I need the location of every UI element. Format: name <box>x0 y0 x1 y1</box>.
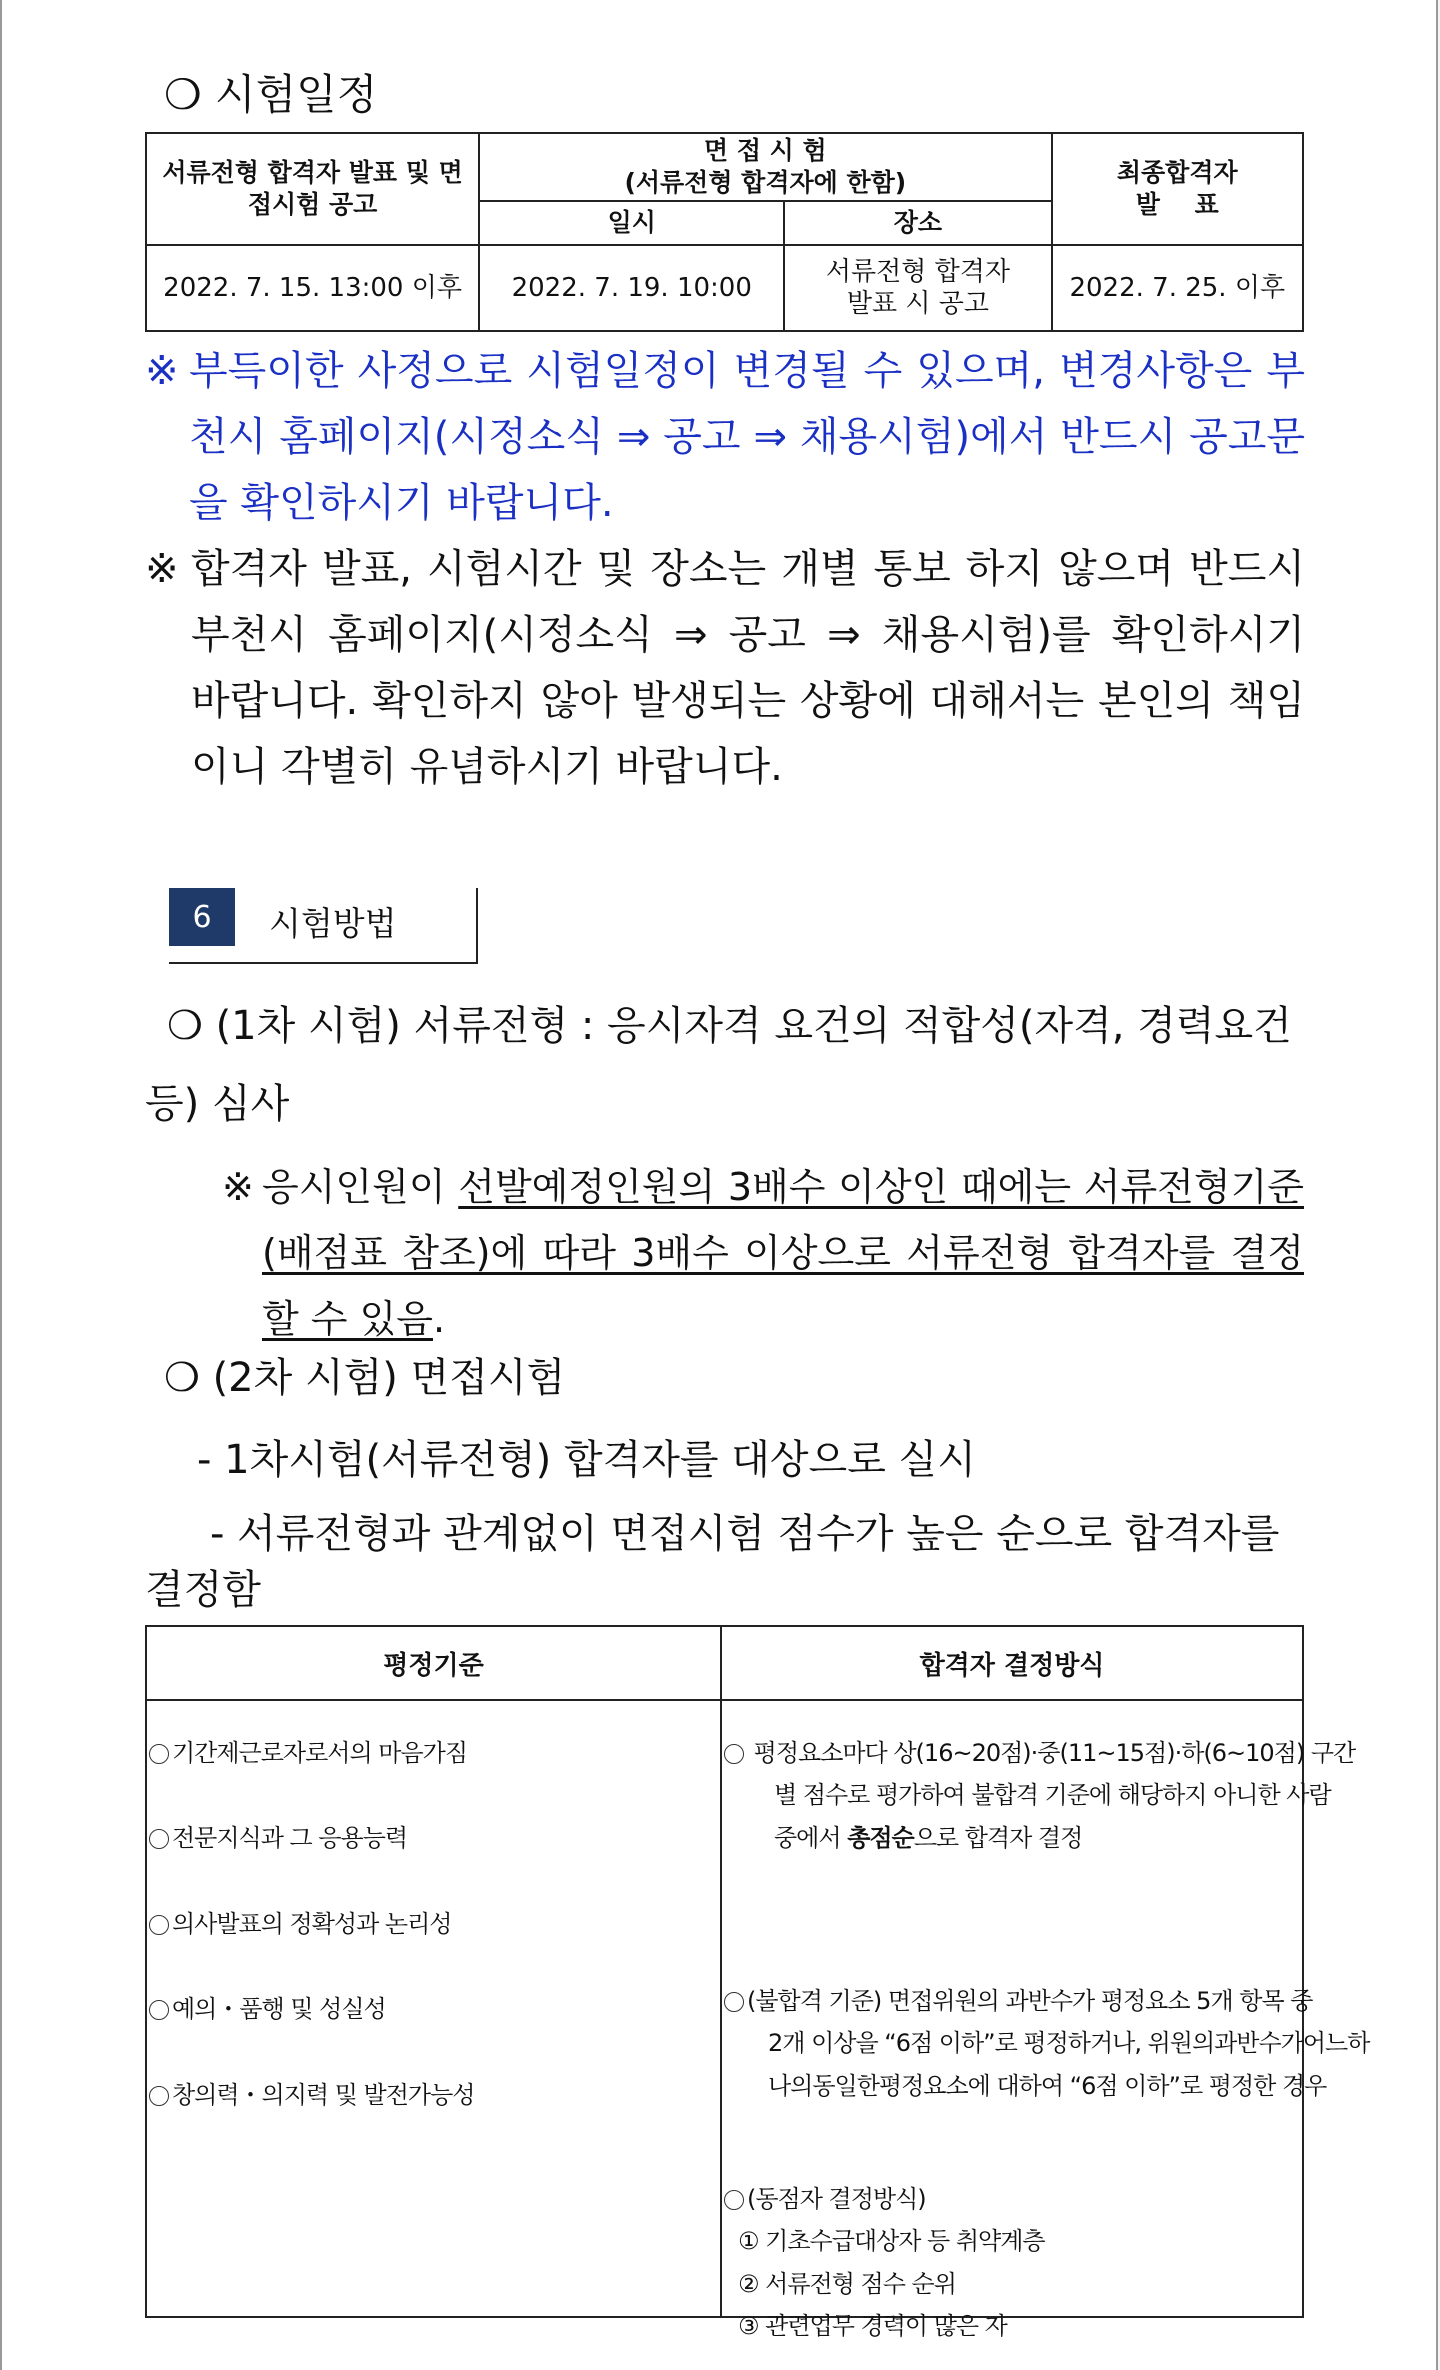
notice-announcement <box>145 536 1305 800</box>
interview-date: 2022. 7. 19. 10:00 <box>479 245 784 331</box>
note-text: 부득이한 사정으로 시험일정이 변경될 수 있으며, 변경사항은 부천시 홈페이지(시정소식 ⇒ 공고 ⇒ 채용시험)에서 반드시 공고문을 확인하시기 바랍니다. <box>189 348 1305 526</box>
decision-rule-1: 평정요소마다 상(16~20점)·중(11~15점)·하(6~10점) 구간 <box>724 1733 1355 1768</box>
circle-bullet-icon <box>149 1915 169 1935</box>
circle-bullet-icon <box>149 1829 169 1849</box>
schedule-table <box>145 132 1304 332</box>
header-datetime: 일시 <box>479 201 784 245</box>
criteria-table <box>145 1625 1370 2340</box>
header-interview: 면 접 시 험 (서류전형 합격자에 한함) <box>479 133 1051 201</box>
final-announce-date: 2022. 7. 25. 이후 <box>1052 245 1303 331</box>
circle-bullet-icon <box>724 2190 744 2210</box>
decision-rule-1-cont: 중에서 총점순으로 합격자 결정 <box>774 1824 1083 1852</box>
criteria-item: 창의력・의지력 및 발전가능성 <box>149 2075 474 2110</box>
circle-bullet-icon <box>149 1744 169 1764</box>
circle-bullet-icon <box>724 1744 744 1764</box>
criteria-item: 전문지식과 그 응용능력 <box>149 1818 407 1853</box>
circle-bullet-icon <box>149 2086 169 2106</box>
criteria-right-cell <box>721 1700 1370 2340</box>
criteria-header-left: 평정기준 <box>146 1626 721 1700</box>
note-mark: ※ <box>145 546 179 592</box>
note-text: 합격자 발표, 시험시간 및 장소는 개별 통보 하지 않으며 반드시 부천시 홈페이지(시정소식 ⇒ 공고 ⇒ 채용시험)를 확인하시기 바랍니다. 확인하지 않아 발생되는 상황에 대해서는 본인의 책임이니 각별히 유념하시기 바랍니다. <box>191 546 1305 790</box>
criteria-left-cell <box>146 1700 721 2317</box>
first-exam-line: ❍ (1차 시험) 서류전형 : 응시자격 요건의 적합성(자격, 경력요건 <box>167 1003 1292 1049</box>
first-exam-note: ※ 응시인원이 선발예정인원의 3배수 이상인 때에는 서류전형기준(배점표 참조)에 따라 3배수 이상으로 서류전형 합격자를 결정할 수 있음. <box>222 1165 1304 1341</box>
criteria-item: 예의・품행 및 성실성 <box>149 1989 386 2024</box>
second-exam-dash-2-cont: 결정함 <box>145 1567 261 1613</box>
schedule-heading: ❍ 시험일정 <box>164 70 378 119</box>
tie-rule-title: (동점자 결정방식) <box>724 2179 926 2214</box>
notice-schedule-change <box>145 338 1305 536</box>
criteria-item: 기간제근로자로서의 마음가짐 <box>149 1733 467 1768</box>
decision-rule-2-cont: 2개 이상을 “6점 이하”로 평정하거나, 위원의과반수가어느하 <box>768 2029 1370 2057</box>
decision-rule-2: (불합격 기준) 면접위원의 과반수가 평정요소 5개 항목 중 <box>724 1981 1312 2016</box>
note-mark: ※ <box>145 348 179 394</box>
criteria-item: 의사발표의 정확성과 논리성 <box>149 1904 451 1939</box>
section-title: 시험방법 <box>269 904 397 943</box>
header-final: 최종합격자 발 표 <box>1052 133 1303 245</box>
decision-rule-2-cont: 나의동일한평정요소에 대하여 “6점 이하”로 평정한 경우 <box>768 2072 1327 2100</box>
tie-rule-item: ① 기초수급대상자 등 취약계층 <box>738 2227 1045 2255</box>
doc-announce-date: 2022. 7. 15. 13:00 이후 <box>146 245 479 331</box>
section-6-header <box>169 888 478 964</box>
section-number: 6 <box>169 888 235 946</box>
circle-bullet-icon <box>724 1992 744 2012</box>
decision-rule-1-cont: 별 점수로 평가하여 불합격 기준에 해당하지 아니한 사람 <box>774 1781 1331 1809</box>
second-exam-dash-2: - 서류전형과 관계없이 면접시험 점수가 높은 순으로 합격자를 <box>210 1511 1280 1557</box>
criteria-header-right: 합격자 결정방식 <box>721 1626 1303 1700</box>
first-exam-line-cont: 등) 심사 <box>145 1081 290 1127</box>
interview-place: 서류전형 합격자 발표 시 공고 <box>784 245 1051 331</box>
header-doc-announce: 서류전형 합격자 발표 및 면접시험 공고 <box>146 133 479 245</box>
second-exam-dash-1: - 1차시험(서류전형) 합격자를 대상으로 실시 <box>197 1437 976 1483</box>
tie-rule-item: ③ 관련업무 경력이 많은 자 <box>738 2312 1007 2340</box>
second-exam-line: ❍ (2차 시험) 면접시험 <box>164 1355 566 1401</box>
circle-bullet-icon <box>149 2000 169 2020</box>
header-place: 장소 <box>784 201 1051 245</box>
tie-rule-item: ② 서류전형 점수 순위 <box>738 2270 956 2298</box>
